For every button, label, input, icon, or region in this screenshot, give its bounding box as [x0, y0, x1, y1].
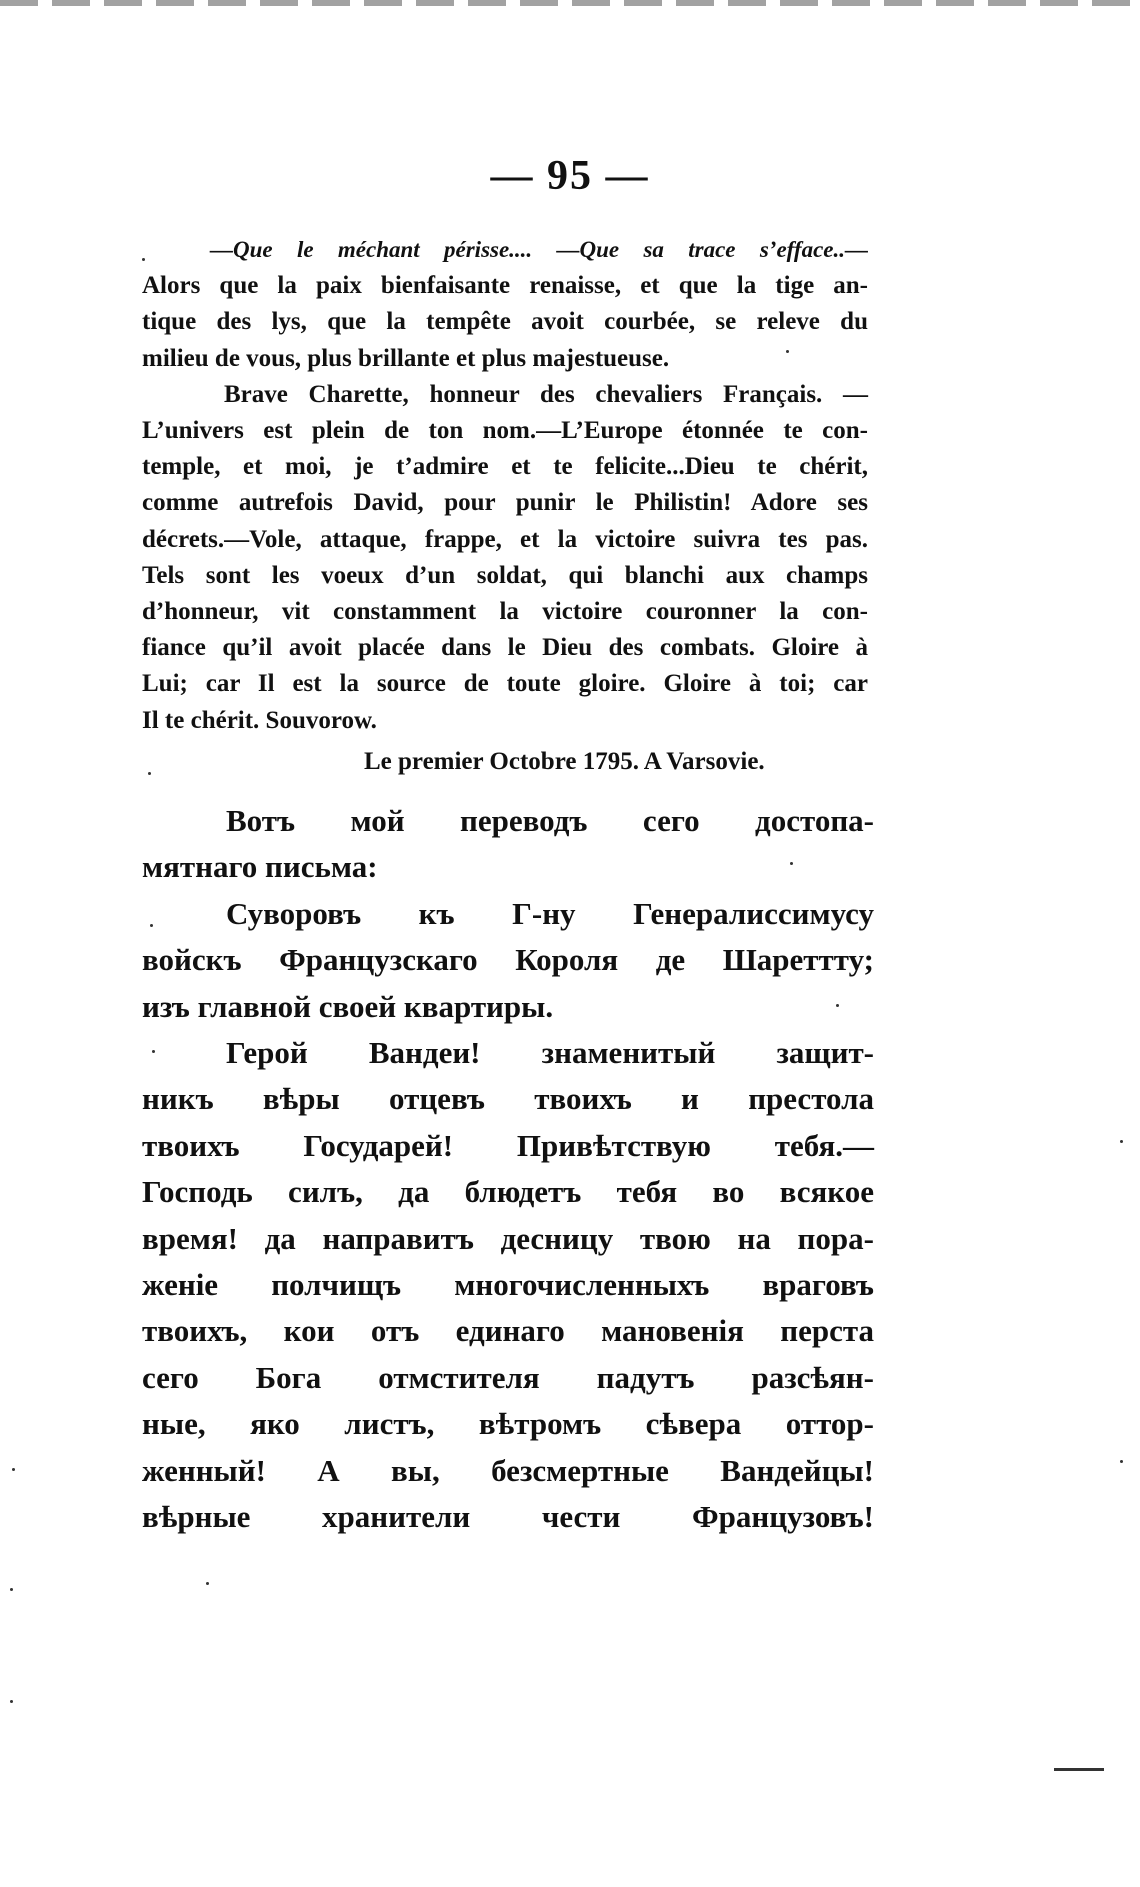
russian-line: ные, яко листъ, вѣтромъ сѣвера оттор-	[142, 1406, 874, 1442]
french-line: Tels sont les voeux d’un soldat, qui blanchi aux champs	[142, 561, 868, 589]
scan-speck	[1120, 1460, 1123, 1463]
french-line: temple, et moi, je t’admire et te felicite...Dieu te chérit,	[142, 453, 868, 481]
french-letter-text	[142, 232, 868, 739]
french-line: d’honneur, vit constamment la victoire couronner la con-	[142, 598, 868, 626]
french-line: Il te chérit. Souvorow.	[142, 706, 377, 734]
russian-line: мятнаго письма:	[142, 849, 378, 885]
french-line: Alors que la paix bienfaisante renaisse, et que la tige an-	[142, 272, 868, 300]
russian-line: вѣрные хранители чести Французовъ!	[142, 1499, 874, 1535]
french-line: L’univers est plein de ton nom.—L’Europe étonnée te con-	[142, 417, 868, 445]
russian-line: войскъ Французскаго Короля де Шареттту;	[142, 942, 874, 978]
russian-line: Вотъ мой переводъ сего достопа-	[226, 803, 874, 838]
russian-line: время! да направитъ десницу твою на пора-	[142, 1220, 874, 1256]
russian-line: твоихъ Государей! Привѣтствую тебя.—	[142, 1127, 874, 1163]
russian-line: Суворовъ къ Г-ну Генералиссимусу	[226, 895, 874, 931]
scan-speck	[836, 1004, 839, 1007]
scan-speck	[786, 350, 789, 353]
letter-date-place: Le premier Octobre 1795. A Varsovie.	[364, 748, 765, 775]
french-line: —Que le méchant périsse.... —Que sa trace s’efface..—	[210, 237, 868, 262]
french-line: Lui; car Il est la source de toute gloire. Gloire à toi; car	[142, 670, 868, 698]
margin-dash-mark	[1054, 1768, 1104, 1771]
scan-speck	[12, 1468, 15, 1471]
russian-line: никъ вѣры отцевъ твоихъ и престола	[142, 1081, 874, 1117]
russian-line: Господь силъ, да блюдетъ тебя во всякое	[142, 1174, 874, 1210]
russian-line: Герой Вандеи! знаменитый защит-	[226, 1035, 874, 1071]
french-line: comme autrefois David, pour punir le Philistin! Adore ses	[142, 489, 868, 517]
page-number: — 95 —	[490, 153, 650, 199]
russian-line: сего Бога отмстителя падутъ разсѣян-	[142, 1359, 874, 1395]
french-line: Brave Charette, honneur des chevaliers Français. —	[224, 380, 868, 408]
french-line: milieu de vous, plus brillante et plus majestueuse.	[142, 344, 670, 372]
scan-speck	[10, 1588, 13, 1591]
scan-speck	[206, 1582, 209, 1585]
french-line: tique des lys, que la tempête avoit courbée, se releve du	[142, 308, 868, 336]
scan-speck	[152, 1050, 155, 1053]
russian-line: женіе полчищъ многочисленныхъ враговъ	[142, 1267, 874, 1303]
russian-translation-text	[142, 798, 874, 1541]
scan-speck	[790, 862, 793, 865]
french-line: fiance qu’il avoit placée dans le Dieu des combats. Gloire à	[142, 634, 868, 662]
top-edge-rule	[0, 0, 1140, 6]
russian-line: твоихъ, кои отъ единаго мановенія перста	[142, 1313, 874, 1349]
scan-speck	[1120, 1140, 1123, 1143]
french-line: décrets.—Vole, attaque, frappe, et la victoire suivra tes pas.	[142, 525, 868, 553]
scan-speck	[142, 258, 145, 261]
scan-speck	[148, 772, 151, 775]
scan-speck	[10, 1700, 13, 1703]
russian-line: изъ главной своей квартиры.	[142, 988, 554, 1024]
russian-line: женный! А вы, безсмертные Вандейцы!	[142, 1452, 874, 1488]
scan-speck	[150, 924, 153, 927]
